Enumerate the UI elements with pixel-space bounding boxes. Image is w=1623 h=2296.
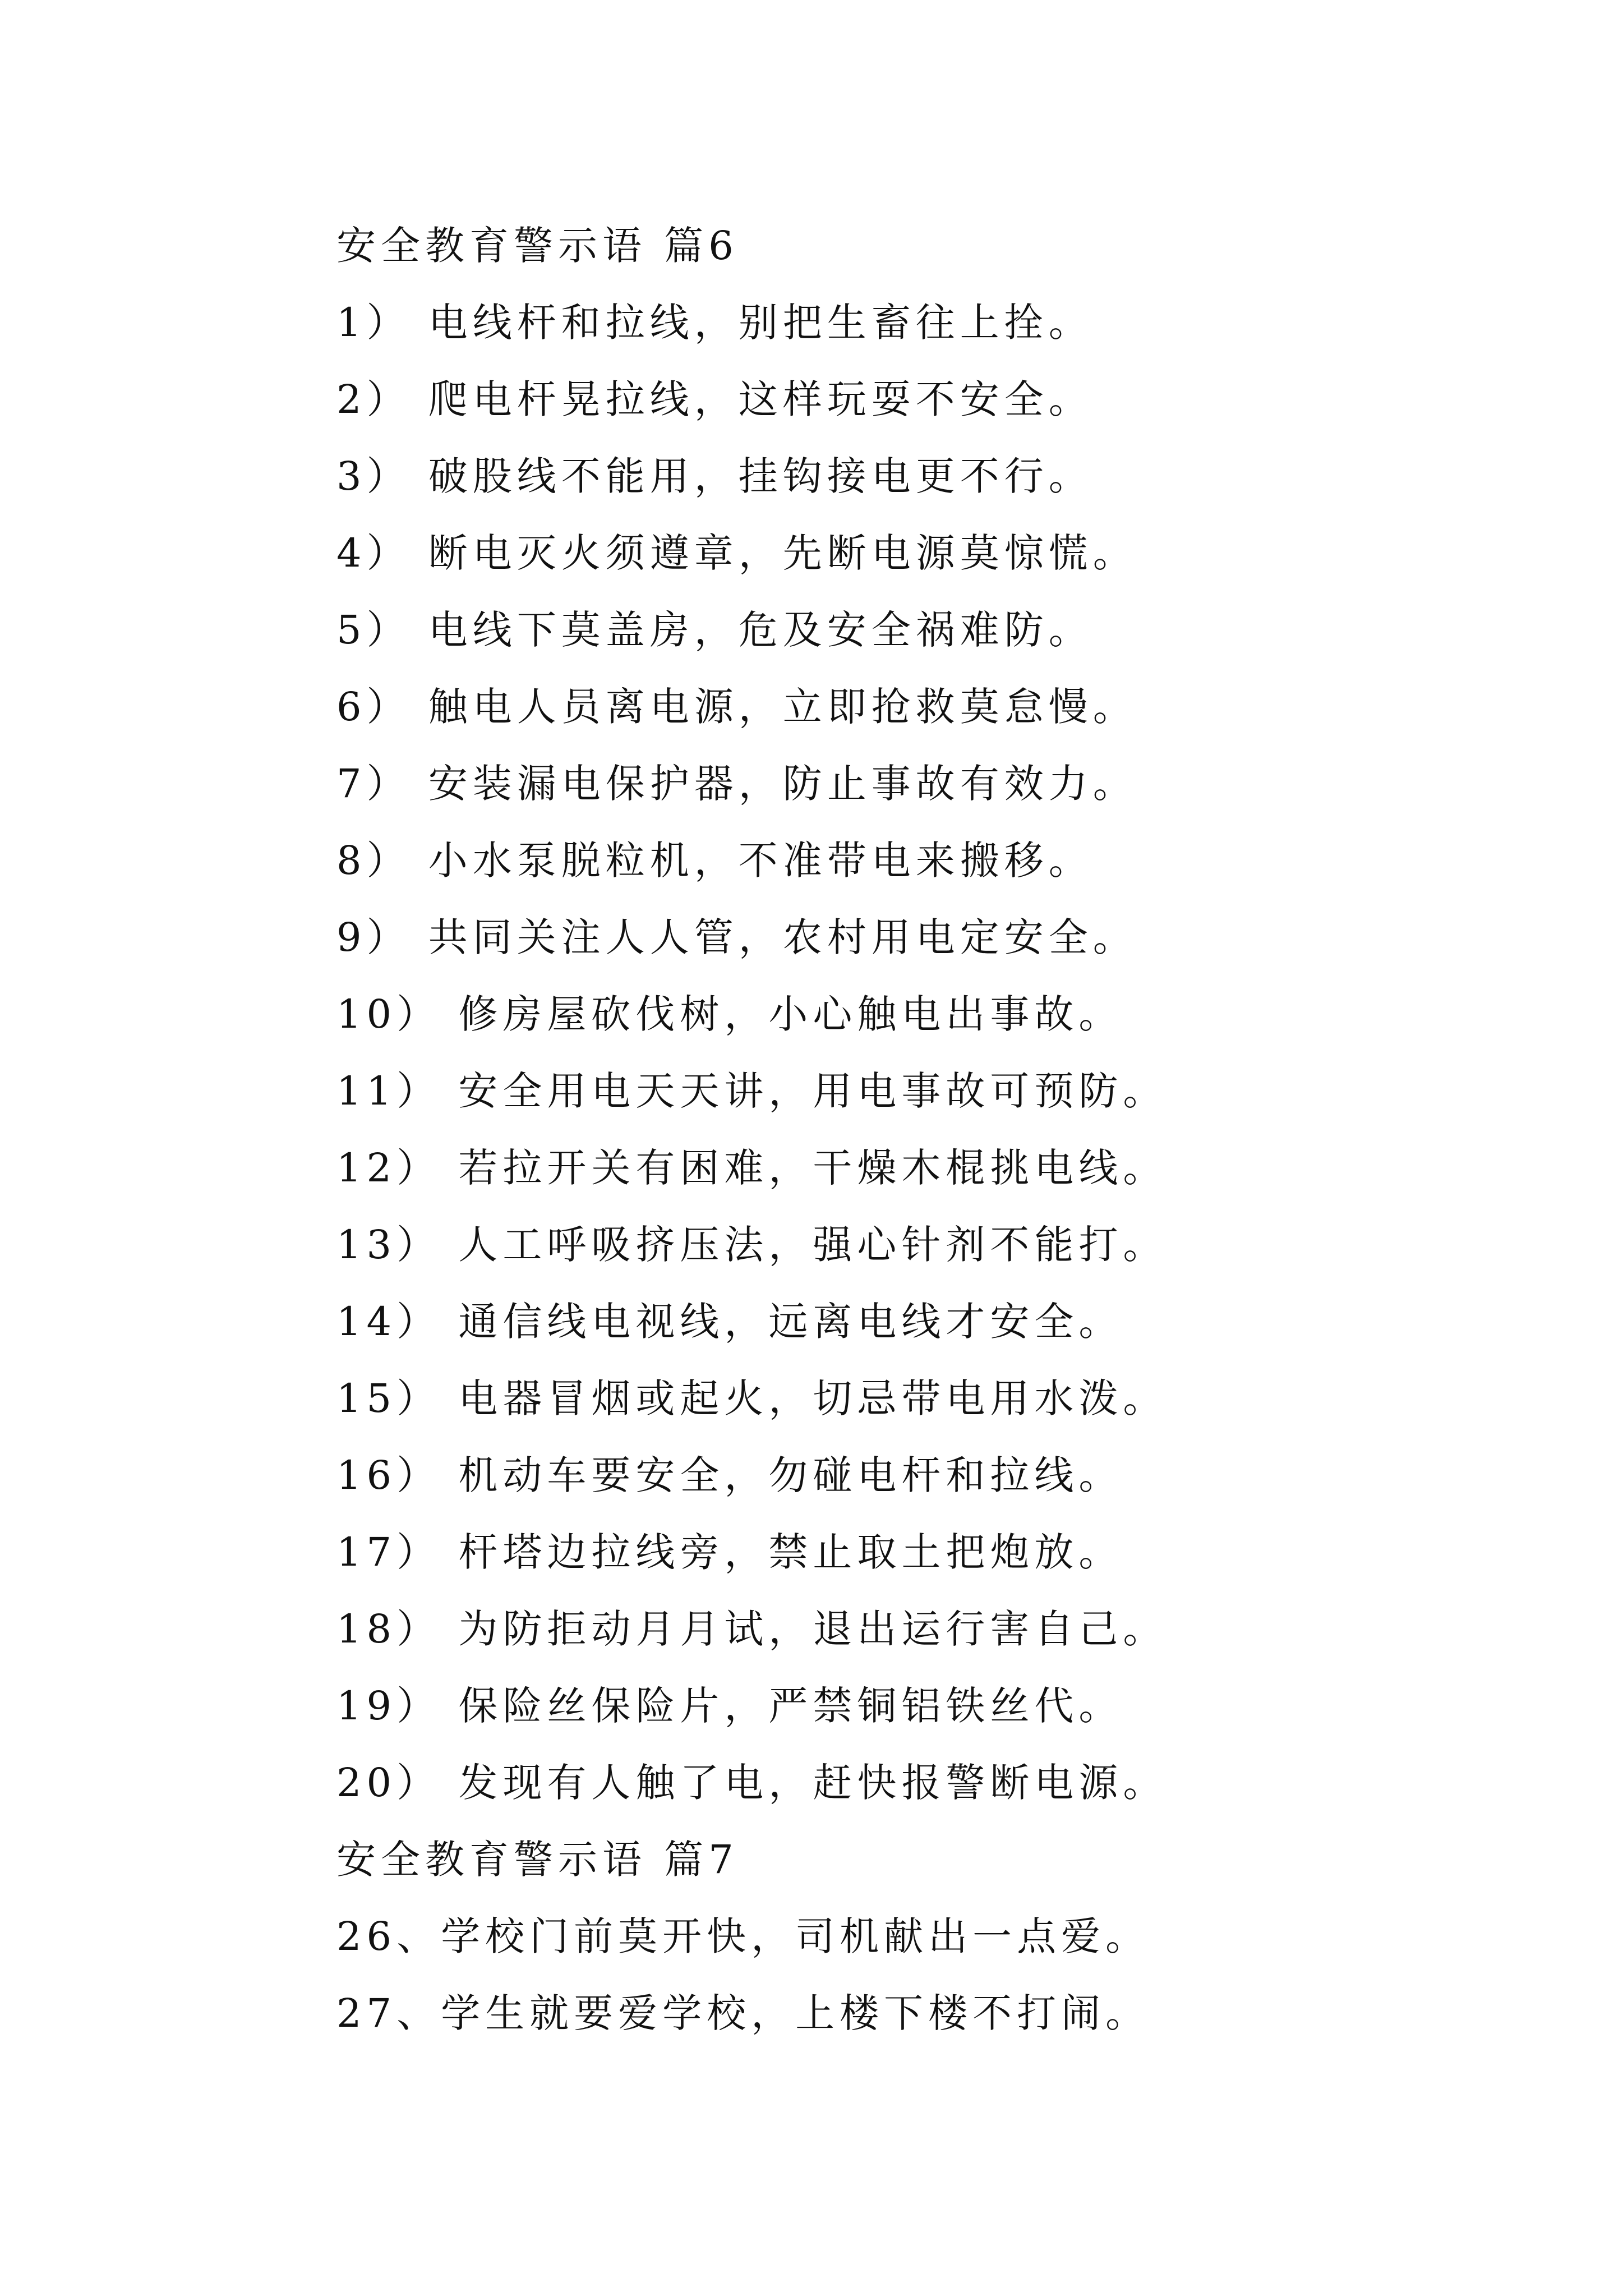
text-line: 16） 机动车要安全，勿碰电杆和拉线。 xyxy=(336,1452,1123,1498)
text-line: 9） 共同关注人人管，农村用电定安全。 xyxy=(336,914,1137,960)
text-line: 11） 安全用电天天讲，用电事故可预防。 xyxy=(336,1068,1168,1114)
text-line: 5） 电线下莫盖房，危及安全祸难防。 xyxy=(336,607,1093,653)
text-line: 19） 保险丝保险片，严禁铜铝铁丝代。 xyxy=(336,1683,1123,1729)
section-heading: 安全教育警示语 篇7 xyxy=(336,1837,739,1883)
section-heading: 安全教育警示语 篇6 xyxy=(336,223,739,269)
text-line: 7） 安装漏电保护器，防止事故有效力。 xyxy=(336,761,1137,807)
text-line: 20） 发现有人触了电，赶快报警断电源。 xyxy=(336,1760,1168,1806)
text-line: 10） 修房屋砍伐树，小心触电出事故。 xyxy=(336,991,1123,1037)
text-line: 4） 断电灭火须遵章，先断电源莫惊慌。 xyxy=(336,530,1137,576)
text-line: 12） 若拉开关有困难，干燥木棍挑电线。 xyxy=(336,1145,1168,1191)
text-line: 14） 通信线电视线，远离电线才安全。 xyxy=(336,1299,1123,1345)
text-line: 17） 杆塔边拉线旁，禁止取土把炮放。 xyxy=(336,1529,1123,1575)
text-line: 6） 触电人员离电源，立即抢救莫怠慢。 xyxy=(336,684,1137,730)
text-line: 2） 爬电杆晃拉线，这样玩耍不安全。 xyxy=(336,376,1093,422)
text-line: 27、学生就要爱学校，上楼下楼不打闹。 xyxy=(336,1990,1150,2036)
text-line: 13） 人工呼吸挤压法，强心针剂不能打。 xyxy=(336,1222,1168,1268)
text-line: 26、学校门前莫开快，司机献出一点爱。 xyxy=(336,1913,1150,1959)
text-line: 15） 电器冒烟或起火，切忌带电用水泼。 xyxy=(336,1375,1168,1421)
document-body xyxy=(336,208,1514,2052)
text-line: 8） 小水泵脱粒机，不准带电来搬移。 xyxy=(336,838,1093,884)
text-line: 3） 破股线不能用，挂钩接电更不行。 xyxy=(336,453,1093,499)
text-line: 1） 电线杆和拉线，别把生畜往上拴。 xyxy=(336,300,1093,346)
text-line: 18） 为防拒动月月试，退出运行害自己。 xyxy=(336,1606,1168,1652)
